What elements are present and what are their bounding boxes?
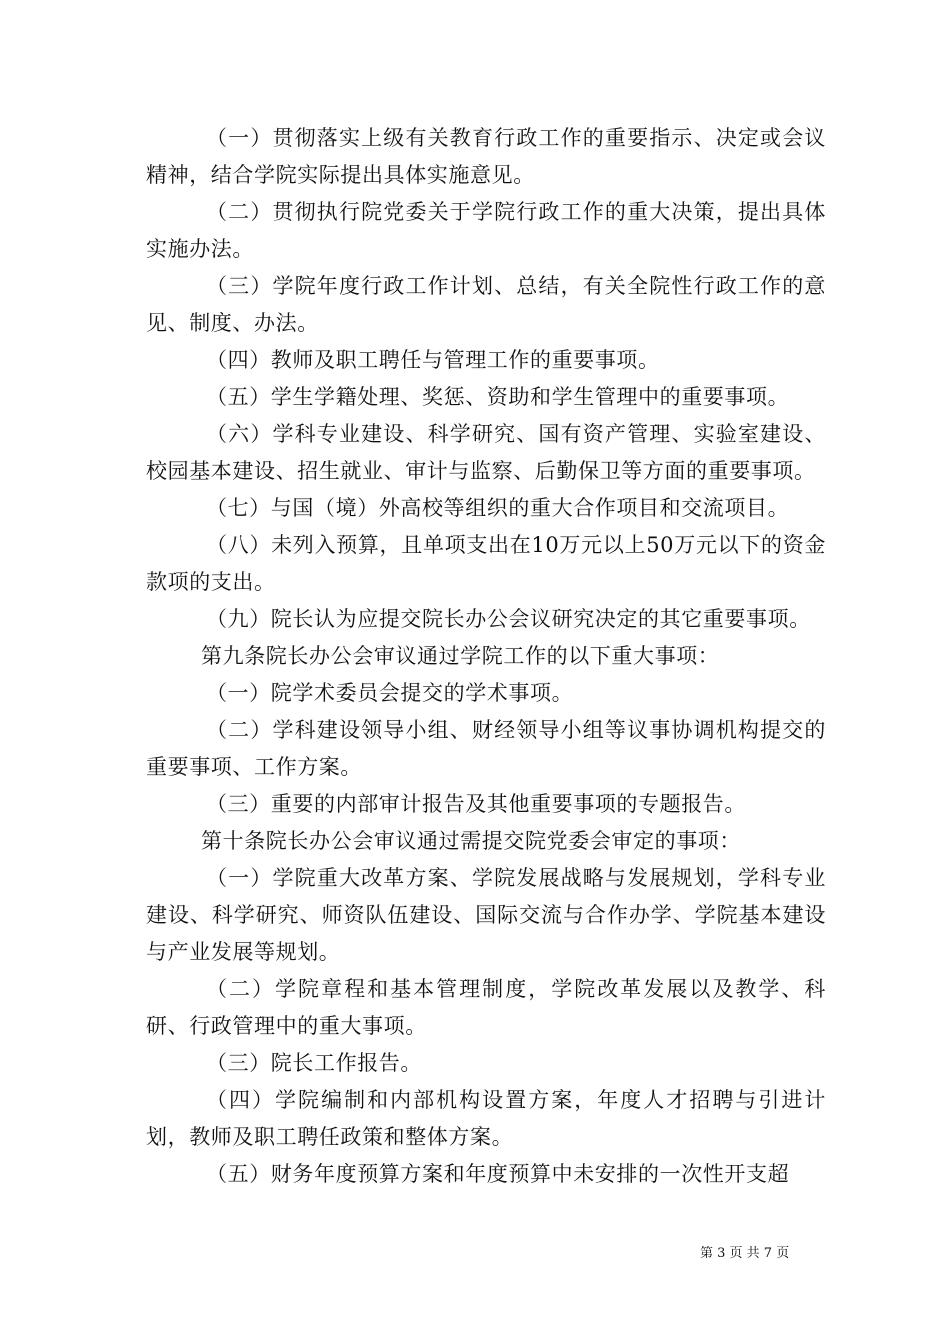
- paragraph-item-17: （五）财务年度预算方案和年度预算中未安排的一次性开支超: [206, 1162, 790, 1186]
- paragraph-item-6: （六）学科专业建设、科学研究、国有资产管理、实验室建设、校园基本建设、招生就业、审计与监察、后勤保卫等方面的重要事项。: [146, 422, 826, 483]
- paragraph-item-7: （七）与国（境）外高校等组织的重大合作项目和交流项目。: [206, 496, 790, 520]
- article-10-heading: 第十条院长办公会审议通过需提交院党委会审定的事项：: [201, 829, 741, 853]
- paragraph-item-8: （八）未列入预算，且单项支出在10万元以上50万元以下的资金款项的支出。: [146, 533, 826, 594]
- paragraph-item-14: （二）学院章程和基本管理制度，学院改革发展以及教学、科研、行政管理中的重大事项。: [146, 977, 826, 1038]
- article-9-heading: 第九条院长办公会审议通过学院工作的以下重大事项：: [201, 644, 720, 668]
- paragraph-item-10: （一）院学术委员会提交的学术事项。: [206, 681, 574, 705]
- paragraph-item-5: （五）学生学籍处理、奖惩、资助和学生管理中的重要事项。: [206, 385, 790, 409]
- paragraph-item-16: （四）学院编制和内部机构设置方案，年度人才招聘与引进计划，教师及职工聘任政策和整体方案。: [146, 1088, 826, 1149]
- paragraph-item-1: （一）贯彻落实上级有关教育行政工作的重要指示、决定或会议精神，结合学院实际提出具体实施意见。: [146, 126, 826, 187]
- document-body: [146, 120, 826, 1193]
- paragraph-item-2: （二）贯彻执行院党委关于学院行政工作的重大决策，提出具体实施办法。: [146, 200, 826, 261]
- paragraph-item-12: （三）重要的内部审计报告及其他重要事项的专题报告。: [206, 792, 746, 816]
- paragraph-item-3: （三）学院年度行政工作计划、总结，有关全院性行政工作的意见、制度、办法。: [146, 274, 826, 335]
- paragraph-item-11: （二）学科建设领导小组、财经领导小组等议事协调机构提交的重要事项、工作方案。: [146, 718, 826, 779]
- paragraph-item-4: （四）教师及职工聘任与管理工作的重要事项。: [206, 348, 660, 372]
- paragraph-item-9: （九）院长认为应提交院长办公会议研究决定的其它重要事项。: [206, 607, 811, 631]
- paragraph-item-13: （一）学院重大改革方案、学院发展战略与发展规划，学科专业建设、科学研究、师资队伍建设、国际交流与合作办学、学院基本建设与产业发展等规划。: [146, 866, 826, 964]
- page-number-footer: 第 3 页 共 7 页: [700, 1246, 790, 1261]
- paragraph-item-15: （三）院长工作报告。: [206, 1051, 422, 1075]
